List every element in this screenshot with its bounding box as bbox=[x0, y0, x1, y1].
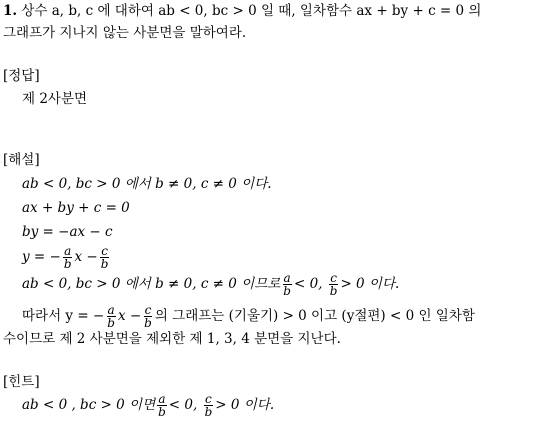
eq5-mid: < 0, bbox=[293, 276, 327, 292]
hint-f1-num: a bbox=[158, 392, 166, 406]
hint-mid: < 0, bbox=[168, 397, 202, 413]
explanation-line-7: 수이므로 제 2 사분면을 제외한 제 1, 3, 4 분면을 지난다. bbox=[3, 331, 341, 347]
eq5-f2-den: b bbox=[329, 284, 338, 298]
eq4-fraction-c-b bbox=[100, 245, 110, 270]
answer-tag: [정답] bbox=[3, 68, 40, 84]
problem-number: 1. bbox=[3, 3, 18, 19]
eq5-f1-num: a bbox=[283, 271, 291, 285]
hint-f2-num: c bbox=[205, 392, 212, 406]
hint-fraction-c-b bbox=[204, 393, 214, 418]
eq4-prefix: y = − bbox=[22, 249, 61, 265]
hint-f1-den: b bbox=[158, 405, 166, 419]
hint-line bbox=[22, 392, 274, 418]
explanation-line-5 bbox=[22, 271, 399, 297]
eq6-suffix: 의 그래프는 (기울기) > 0 이고 (y절편) < 0 인 일차함 bbox=[154, 308, 475, 324]
hint-tag: [힌트] bbox=[3, 374, 40, 390]
eq5-suffix: > 0 이다. bbox=[340, 276, 400, 292]
eq6-f1-den: b bbox=[107, 316, 115, 330]
problem-text-1: 상수 a, b, c 에 대하여 ab < 0, bc > 0 일 때, 일차함수 ax + by + c = 0 의 bbox=[21, 3, 482, 19]
hint-fraction-a-b bbox=[157, 393, 167, 418]
eq5-prefix: ab < 0, bc > 0 에서 b ≠ 0, c ≠ 0 이므로 bbox=[22, 276, 281, 292]
eq4-f2-den: b bbox=[100, 257, 109, 271]
eq4-f2-num: c bbox=[101, 244, 108, 258]
explanation-line-2: ax + by + c = 0 bbox=[22, 200, 130, 216]
explanation-tag: [해설] bbox=[3, 152, 40, 168]
eq6-fraction-c-b bbox=[143, 304, 153, 329]
explanation-line-3: by = −ax − c bbox=[22, 224, 113, 240]
hint-f2-den: b bbox=[204, 405, 213, 419]
problem-line-2: 그래프가 지나지 않는 사분면을 말하여라. bbox=[3, 25, 247, 41]
hint-prefix: ab < 0 , bc > 0 이면 bbox=[22, 397, 156, 413]
answer-text: 제 2사분면 bbox=[22, 91, 88, 107]
eq4-f1-num: a bbox=[64, 244, 72, 258]
eq6-f2-num: c bbox=[144, 303, 152, 317]
eq5-f2-num: c bbox=[330, 271, 337, 285]
eq4-fraction-a-b bbox=[63, 245, 73, 270]
eq6-mid: x − bbox=[117, 308, 142, 324]
hint-suffix: > 0 이다. bbox=[215, 397, 275, 413]
eq6-prefix: 따라서 y = − bbox=[22, 308, 105, 324]
eq6-f2-den: b bbox=[144, 316, 152, 330]
explanation-line-1: ab < 0, bc > 0 에서 b ≠ 0, c ≠ 0 이다. bbox=[22, 176, 272, 192]
eq5-fraction-a-b bbox=[282, 272, 292, 297]
eq6-fraction-a-b bbox=[106, 304, 116, 329]
eq4-f1-den: b bbox=[63, 257, 72, 271]
eq4-mid: x − bbox=[74, 249, 98, 265]
explanation-line-4 bbox=[22, 244, 111, 270]
eq5-f1-den: b bbox=[283, 284, 291, 298]
eq6-f1-num: a bbox=[107, 303, 115, 317]
eq5-fraction-c-b bbox=[329, 272, 339, 297]
explanation-line-6 bbox=[22, 303, 475, 329]
problem-line-1 bbox=[3, 3, 481, 19]
